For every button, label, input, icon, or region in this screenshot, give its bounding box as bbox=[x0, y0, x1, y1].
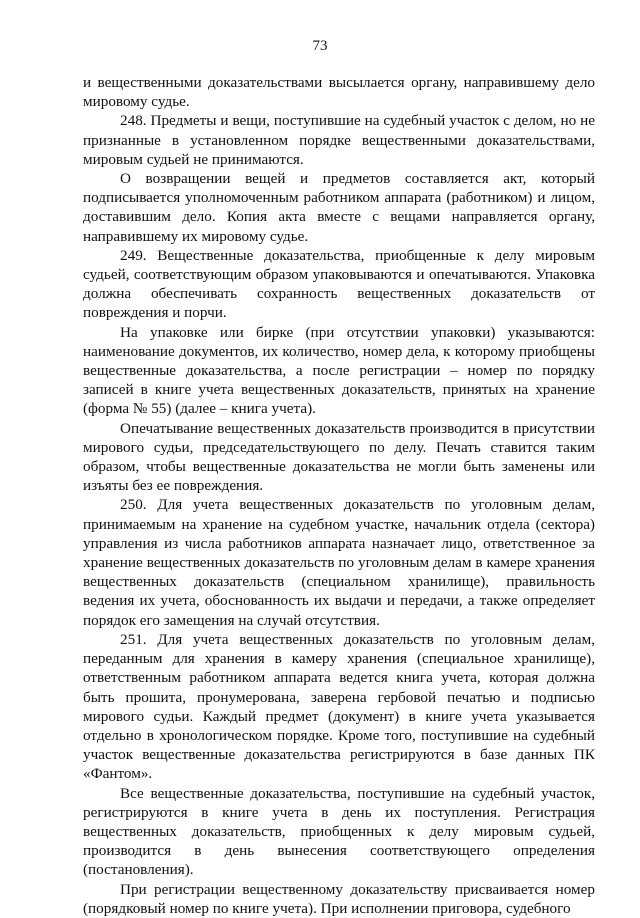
page-number: 73 bbox=[312, 38, 328, 54]
paragraph-packaging-label: На упаковке или бирке (при отсутствии упаковки) указываются: наименование документов, их количество, номер дела, к которому приобщены вещественные доказательства, а после регистрации – номер по порядку записей в книге учета вещественных доказательств, принятых на хранение (форма № 55) (далее – книга учета). bbox=[83, 323, 595, 418]
document-body bbox=[83, 73, 595, 918]
paragraph-250: 250. Для учета вещественных доказательств по уголовным делам, принимаемым на хранение на судебном участке, начальник отдела (сектора) управления из числа работников аппарата назначает лицо, ответственное за хранение вещественных доказательств по уголовным делам в камере хранения вещественных доказательств (специальном хранилище), правильность ведения их учета, обоснованность их выдачи и передачи, а также определяет порядок его замещения на случай отсутствия. bbox=[83, 496, 595, 629]
paragraph-return-act: О возвращении вещей и предметов составляется акт, который подписывается уполномоченным работником аппарата (работником) и лицом, доставившим дело. Копия акта вместе с вещами направляется органу, направившему их мировому судье. bbox=[83, 170, 595, 245]
paragraph-sealing: Опечатывание вещественных доказательств производится в присутствии мирового судьи, председательствующего по делу. Печать ставится таким образом, чтобы вещественные доказательства не могли быть заменены или изъяты без ее повреждения. bbox=[83, 419, 595, 495]
paragraph-numbering: При регистрации вещественному доказательству присваивается номер (порядковый номер по книге учета). При исполнении приговора, судебного bbox=[83, 880, 595, 917]
paragraph-continuation: и вещественными доказательствами высылается органу, направившему дело мировому судье. bbox=[83, 74, 595, 111]
paragraph-248: 248. Предметы и вещи, поступившие на судебный участок с делом, но не признанные в установленном порядке вещественными доказательствами, мировым судьей не принимаются. bbox=[83, 112, 595, 168]
paragraph-251: 251. Для учета вещественных доказательств по уголовным делам, переданным для хранения в камеру хранения (специальное хранилище), ответственным работником аппарата ведется книга учета, которая должна быть прошита, пронумерована, заверена гербовой печатью и подписью мирового судьи. Каждый предмет (документ) в книге учета указывается отдельно в хронологическом порядке. Кроме того, поступившие на судебный участок вещественные доказательства регистрируются в базе данных ПК «Фантом». bbox=[83, 630, 595, 783]
paragraph-registration: Все вещественные доказательства, поступившие на судебный участок, регистрируются в книге учета в день их поступления. Регистрация вещественных доказательств, приобщенных к делу мировым судьей, производится в день вынесения соответствующего определения (постановления). bbox=[83, 784, 595, 879]
paragraph-249: 249. Вещественные доказательства, приобщенные к делу мировым судьей, соответствующим образом упаковываются и опечатываются. Упаковка должна обеспечивать сохранность вещественных доказательств от повреждения и порчи. bbox=[83, 246, 595, 322]
